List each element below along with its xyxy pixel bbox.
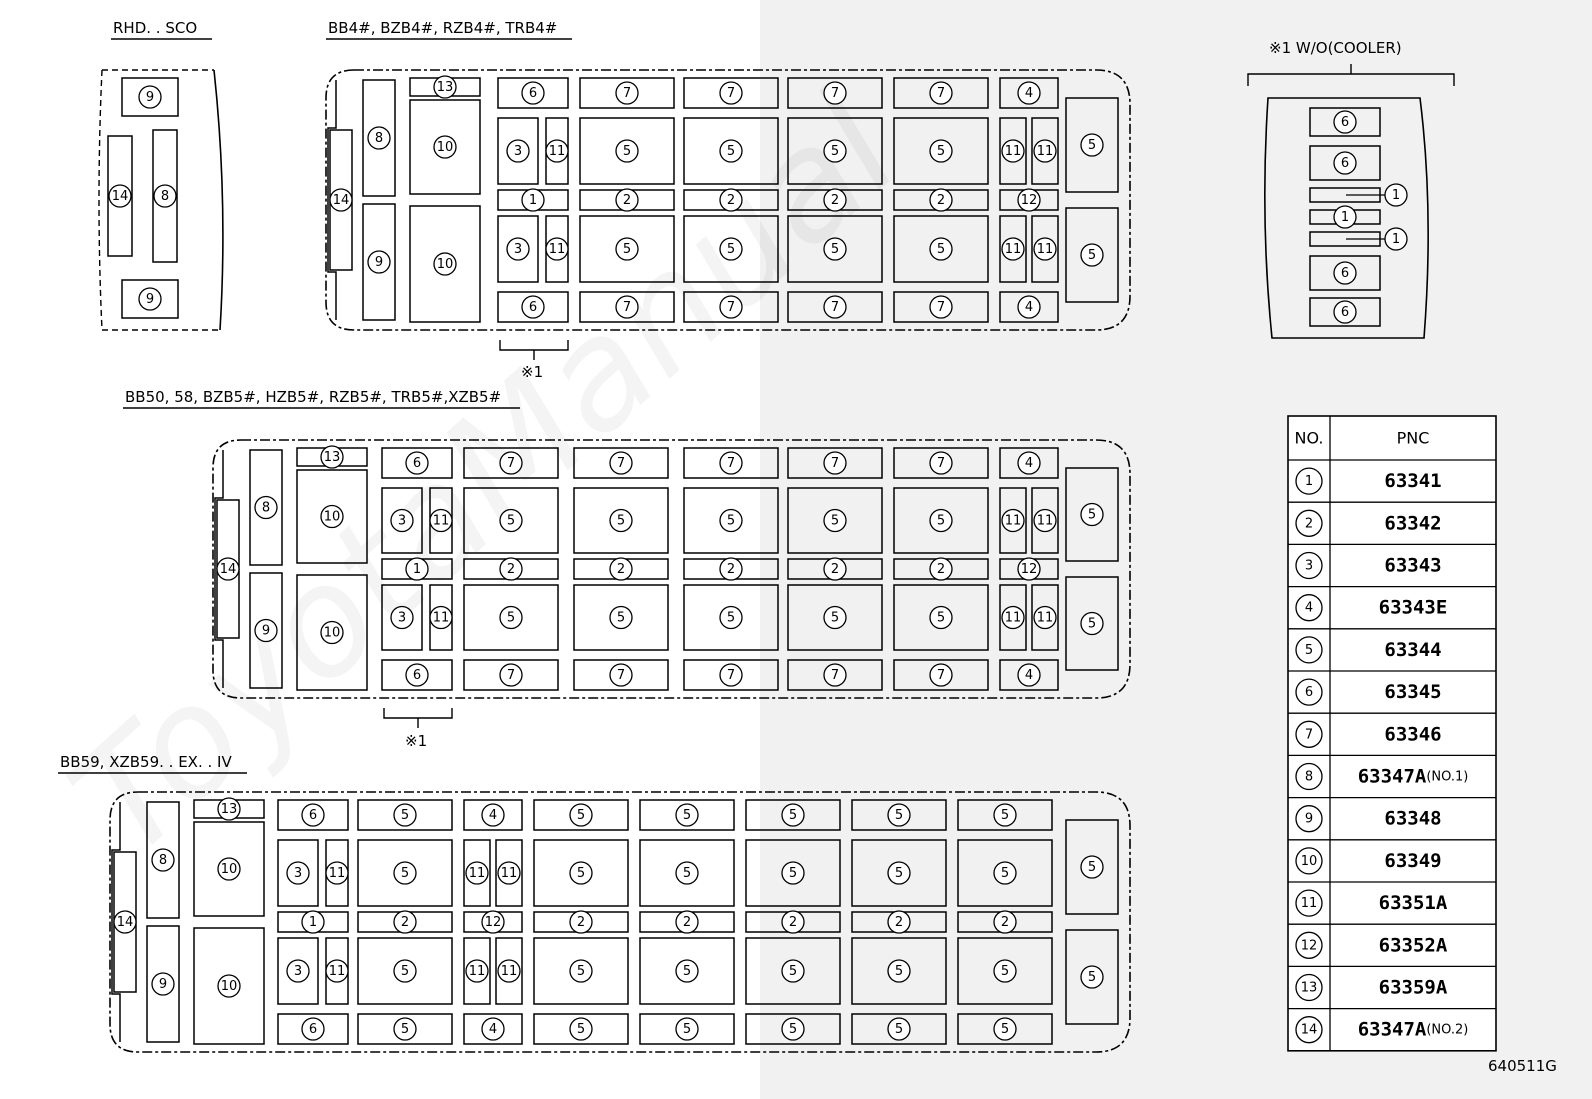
callout-label: 6 <box>1340 305 1350 320</box>
header-rhd: RHD. . SCO <box>113 19 198 37</box>
callout-label: 6 <box>308 1022 318 1037</box>
callout-label: 7 <box>506 668 516 683</box>
note-mark-bb50: ※1 <box>405 732 428 750</box>
callout-label: 8 <box>158 853 168 868</box>
callout-label: 3 <box>293 964 303 979</box>
note-bracket-bb4 <box>500 340 568 360</box>
callout-label: 5 <box>726 144 736 159</box>
pnc-row-7-value: 63346 <box>1384 723 1442 746</box>
callout-label: 6 <box>308 808 318 823</box>
callout-label: 13 <box>220 802 238 817</box>
callout-label: 5 <box>936 610 946 626</box>
callout-label: 9 <box>145 292 155 307</box>
callout-label: 5 <box>830 610 840 626</box>
callout-label: 5 <box>400 866 410 881</box>
pnc-row-14-value: 63347A(NO.2) <box>1357 1018 1469 1041</box>
callout-label: 14 <box>219 562 237 577</box>
callout-label: 13 <box>323 450 341 465</box>
callout-label: 7 <box>830 86 840 101</box>
bb59-panel-outline <box>110 792 1130 1052</box>
callout-label: 5 <box>1087 507 1097 523</box>
callout-label: 4 <box>1024 668 1034 683</box>
callout-label: 10 <box>323 509 341 525</box>
callout-label: 5 <box>894 964 904 979</box>
callout-label: 2 <box>726 562 736 577</box>
callout-label: 4 <box>1024 86 1034 101</box>
callout-label: 9 <box>158 977 168 992</box>
note-bracket-bb50 <box>384 708 452 728</box>
callout-label: 4 <box>1304 600 1314 616</box>
callout-label: 11 <box>432 513 450 529</box>
callout-label: 2 <box>726 193 736 208</box>
callout-label: 3 <box>1304 558 1314 574</box>
callout-label: 5 <box>936 242 946 257</box>
pnc-row-6-value: 63345 <box>1384 681 1442 704</box>
callout-label: 5 <box>682 1022 692 1037</box>
callout-label: 5 <box>788 866 798 881</box>
callout-label: 7 <box>726 456 736 471</box>
callout-label: 7 <box>936 456 946 471</box>
pnc-row-10-value: 63349 <box>1384 849 1442 872</box>
callout-label: 3 <box>397 513 407 529</box>
callout-label: 2 <box>576 915 586 930</box>
callout-label: 5 <box>622 242 632 257</box>
callout-label: 11 <box>1036 513 1054 529</box>
callout-label: 5 <box>788 1022 798 1037</box>
callout-label: 11 <box>328 866 346 881</box>
callout-label: 2 <box>682 915 692 930</box>
callout-label: 5 <box>830 242 840 257</box>
callout-label: 5 <box>616 610 626 626</box>
figure-id: 640511G <box>1488 1057 1557 1075</box>
callout-label: 7 <box>936 300 946 315</box>
callout-label: 5 <box>616 513 626 529</box>
callout-label: 7 <box>830 300 840 315</box>
callout-label: 5 <box>622 144 632 159</box>
callout-label: 14 <box>116 915 134 930</box>
callout-label: 2 <box>616 562 626 577</box>
callout-label: 6 <box>528 300 538 315</box>
callout-label: 11 <box>1004 242 1022 257</box>
callout-label: 5 <box>576 808 586 823</box>
callout-label: 13 <box>1300 980 1318 996</box>
callout-label: 6 <box>1340 156 1350 171</box>
callout-label: 12 <box>1300 938 1318 954</box>
callout-label: 3 <box>293 866 303 881</box>
callout-label: 5 <box>682 866 692 881</box>
callout-label: 3 <box>513 242 523 257</box>
callout-label: 14 <box>1300 1022 1318 1038</box>
callout-label: 9 <box>374 255 384 270</box>
callout-label: 5 <box>576 866 586 881</box>
pnc-row-8-value: 63347A(NO.1) <box>1357 765 1469 788</box>
callout-label: 2 <box>506 562 516 577</box>
callout-label: 5 <box>1000 964 1010 979</box>
callout-label: 4 <box>1024 300 1034 315</box>
callout-label: 1 <box>1391 188 1401 203</box>
callout-label: 5 <box>682 808 692 823</box>
callout-label: 5 <box>1087 138 1097 153</box>
callout-label: 5 <box>1087 860 1097 875</box>
callout-label: 11 <box>548 144 566 159</box>
pnc-row-3-value: 63343 <box>1384 554 1442 577</box>
note-mark-bb4: ※1 <box>521 363 544 381</box>
callout-label: 5 <box>1087 248 1097 263</box>
pnc-row-13-value: 63359A <box>1378 976 1448 999</box>
callout-label: 9 <box>145 90 155 105</box>
callout-label: 5 <box>1087 970 1097 985</box>
callout-label: 7 <box>616 668 626 683</box>
callout-label: 5 <box>726 513 736 529</box>
callout-label: 7 <box>726 300 736 315</box>
callout-label: 5 <box>682 964 692 979</box>
callout-label: 11 <box>548 242 566 257</box>
callout-label: 5 <box>1000 1022 1010 1037</box>
callout-label: 11 <box>432 610 450 626</box>
callout-label: 6 <box>1304 685 1314 701</box>
callout-label: 14 <box>332 193 350 208</box>
callout-label: 5 <box>788 808 798 823</box>
callout-label: 11 <box>468 866 486 881</box>
callout-label: 2 <box>830 193 840 208</box>
pnc-header-no: NO. <box>1294 428 1324 448</box>
callout-label: 10 <box>220 862 238 877</box>
callout-label: 11 <box>500 866 518 881</box>
callout-label: 4 <box>488 1022 498 1037</box>
pnc-row-9-value: 63348 <box>1384 807 1442 830</box>
callout-label: 2 <box>830 562 840 577</box>
callout-label: 3 <box>397 610 407 626</box>
pnc-row-4-value: 63343E <box>1378 596 1448 619</box>
callout-label: 1 <box>412 562 422 577</box>
callout-label: 2 <box>936 562 946 577</box>
callout-label: 1 <box>1304 474 1314 490</box>
callout-label: 6 <box>412 456 422 471</box>
callout-label: 12 <box>1020 193 1038 208</box>
pnc-row-1-value: 63341 <box>1384 470 1442 493</box>
callout-label: 2 <box>400 915 410 930</box>
callout-label: 11 <box>1036 144 1054 159</box>
callout-label: 3 <box>513 144 523 159</box>
callout-label: 13 <box>436 80 454 95</box>
callout-label: 7 <box>622 86 632 101</box>
callout-label: 11 <box>500 964 518 979</box>
callout-label: 5 <box>830 144 840 159</box>
callout-label: 5 <box>400 1022 410 1037</box>
callout-label: 11 <box>1004 144 1022 159</box>
header-cooler: ※1 W/O(COOLER) <box>1269 39 1402 57</box>
callout-label: 6 <box>528 86 538 101</box>
callout-label: 12 <box>484 915 502 930</box>
header-bb4: BB4#, BZB4#, RZB4#, TRB4# <box>328 19 558 37</box>
callout-label: 5 <box>576 1022 586 1037</box>
pnc-row-5-value: 63344 <box>1384 638 1442 661</box>
callout-label: 5 <box>726 610 736 626</box>
callout-label: 1 <box>1391 232 1401 247</box>
bb50-panel-outline <box>213 440 1130 698</box>
callout-label: 6 <box>412 668 422 683</box>
callout-label: 8 <box>261 500 271 516</box>
pnc-table <box>1288 416 1496 1051</box>
callout-label: 5 <box>936 513 946 529</box>
callout-label: 11 <box>1004 610 1022 626</box>
pnc-header-pnc: PNC <box>1396 428 1430 448</box>
callout-label: 5 <box>830 513 840 529</box>
callout-label: 7 <box>830 456 840 471</box>
callout-label: 2 <box>894 915 904 930</box>
header-bb50: BB50, 58, BZB5#, HZB5#, RZB5#, TRB5#,XZB5# <box>125 388 502 406</box>
cooler-bracket <box>1248 64 1454 86</box>
callout-label: 7 <box>936 86 946 101</box>
callout-label: 2 <box>1000 915 1010 930</box>
callout-label: 5 <box>576 964 586 979</box>
callout-label: 1 <box>308 915 318 930</box>
callout-label: 11 <box>1036 610 1054 626</box>
callout-label: 11 <box>1004 513 1022 529</box>
callout-label: 12 <box>1020 562 1038 577</box>
callout-label: 1 <box>1340 210 1350 225</box>
callout-label: 2 <box>788 915 798 930</box>
callout-label: 2 <box>622 193 632 208</box>
callout-label: 6 <box>1340 115 1350 130</box>
callout-label: 9 <box>1304 811 1314 827</box>
callout-label: 7 <box>726 86 736 101</box>
callout-label: 6 <box>1340 266 1350 281</box>
callout-label: 11 <box>468 964 486 979</box>
callout-label: 8 <box>374 131 384 146</box>
callout-label: 8 <box>160 189 170 204</box>
callout-label: 5 <box>936 144 946 159</box>
callout-label: 5 <box>894 808 904 823</box>
callout-label: 5 <box>726 242 736 257</box>
callout-label: 7 <box>830 668 840 683</box>
callout-label: 11 <box>1036 242 1054 257</box>
callout-label: 5 <box>400 808 410 823</box>
callout-label: 1 <box>528 193 538 208</box>
header-bb59: BB59, XZB59. . EX. . IV <box>60 753 232 771</box>
callout-label: 10 <box>436 140 454 155</box>
callout-label: 5 <box>1000 808 1010 823</box>
callout-label: 14 <box>111 189 129 204</box>
callout-label: 10 <box>220 979 238 994</box>
callout-label: 7 <box>622 300 632 315</box>
callout-label: 4 <box>488 808 498 823</box>
callout-label: 7 <box>506 456 516 471</box>
callout-label: 5 <box>400 964 410 979</box>
callout-label: 5 <box>506 513 516 529</box>
callout-label: 5 <box>894 866 904 881</box>
callout-label: 7 <box>726 668 736 683</box>
callout-label: 10 <box>436 257 454 272</box>
callout-label: 7 <box>936 668 946 683</box>
callout-label: 2 <box>936 193 946 208</box>
callout-label: 10 <box>323 625 341 641</box>
callout-label: 9 <box>261 623 271 639</box>
pnc-row-12-value: 63352A <box>1378 934 1448 957</box>
callout-label: 5 <box>506 610 516 626</box>
callout-label: 8 <box>1304 769 1314 785</box>
callout-label: 5 <box>1087 616 1097 632</box>
callout-label: 5 <box>894 1022 904 1037</box>
callout-label: 4 <box>1024 456 1034 471</box>
callout-label: 5 <box>1304 642 1314 658</box>
callout-label: 7 <box>616 456 626 471</box>
callout-label: 7 <box>1304 727 1314 743</box>
callout-label: 2 <box>1304 516 1314 532</box>
callout-label: 5 <box>1000 866 1010 881</box>
callout-label: 11 <box>328 964 346 979</box>
callout-label: 11 <box>1300 896 1318 912</box>
pnc-row-11-value: 63351A <box>1378 892 1448 915</box>
pnc-row-2-value: 63342 <box>1384 512 1442 535</box>
callout-label: 10 <box>1300 853 1318 869</box>
callout-label: 5 <box>788 964 798 979</box>
